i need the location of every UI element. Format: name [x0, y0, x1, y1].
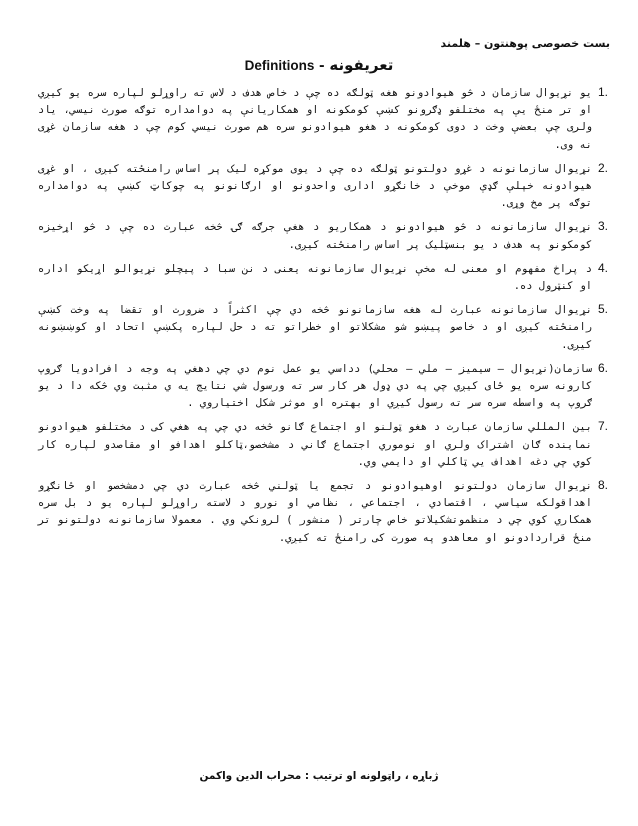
definition-item — [38, 85, 624, 154]
definition-item — [38, 219, 624, 253]
page-title — [0, 56, 638, 74]
title-english: Definitions — [244, 58, 315, 73]
definition-item — [38, 161, 624, 213]
definition-item — [38, 361, 624, 413]
title-dash: - — [314, 58, 330, 74]
definition-number: 7. — [598, 419, 609, 434]
compiler-credit-footer: ژباړه ، راټولونه او ترتیب : محراب الدین واکمن — [199, 770, 439, 782]
definition-text: د پراخ مفهوم او معنی له مخې نړیوال سازمانونه یعنی د نن سبا د پیچلو نړیوالو اړیکو اداره او کنټرول ده. — [38, 262, 592, 293]
definition-item — [38, 419, 624, 471]
definition-item — [38, 302, 624, 354]
title-pashto: تعریفونه — [329, 56, 394, 74]
definition-text: بين المللي سازمان عبارت د هغو ټولنو او اجتماع ګانو څخه دي چي په هغي کی د مختلفو هيوادونو نماينده ګان اشتراک ولري او نوموري اجتماع ګاني د مشخصو،ټاکلو اهدافو او مقاصدو لپاره کار کوي چي دغه اهداف یي ټاکلي او دايمي وي. — [38, 421, 592, 468]
definition-number: 4. — [598, 260, 609, 275]
definition-item — [38, 478, 624, 547]
definition-text: نړیوال سازمانونه عبارت له هغه سازمانونو څخه دي چې اکثراً د ضرورت او تقضا په وخت کښې رامنځته کیږی او د خاصو پیښو شو مشکلاتو او خطراتو ته د حل لپاره پکښې اتحاد او کوښښونه کیږی. — [38, 304, 592, 351]
definition-number: 3. — [598, 219, 609, 234]
definition-number: 8. — [598, 478, 609, 493]
definition-number: 6. — [598, 360, 609, 375]
definition-text: نړیوال سازمانونه د غړو دولتونو ټولګه ده چې د یوی موکړه لیک پر اساس رامنځته کیږی ، او غړی هیوادونه خپلې ګډې موخې د خانګړو اداری واحدونو او ارګانونو په چوکاټ کښې په دوامداره توګه پر مخ وړی. — [38, 162, 592, 210]
definition-number: 2. — [598, 160, 609, 175]
institution-header: بست خصوصی پوهنتون – هلمند — [440, 37, 610, 50]
definition-number: 1. — [598, 85, 609, 99]
definitions-list — [38, 85, 624, 554]
definition-item — [38, 261, 624, 295]
definition-number: 5. — [598, 302, 609, 317]
definition-text: یو نړیوال سازمان د څو هیوادونو هغه ټولګه ده چې د خاص هدف د لاس ته راوړلو لپاره سره یو کیږي او تر منځ یې په مختلفو ډګرونو کښې کومکونه او همکاریانې په دوامداره توګه صورت نیسي، یاد ولری چې بعضې وخت د دوی کومکونه د هغو هیوادونو سره هم صورت نیسي کوم چې د هغه سازمان غړی نه وی. — [38, 87, 592, 151]
definition-text: سازمان(نړیوال – سیمیز – ملي – محلي) دداسي يو عمل نوم دي چي دهغي په وجه د افرادويا ګروپ کارونه سره يو ځای کیږي چي په دي ډول هر کار سر ته ورسول شي نتايج يه ي مثبت وي څکه دا د يو ګروپ په واسطه سره سر ته رسول کيږي او بهتره او موثر شکل اختیاروي . — [38, 362, 592, 410]
definition-text: نړیوال سازمانونه د څو هیوادونو د همکاریو د هغې جرګه ګۍ څخه عبارت ده چې د څو اړخیزه کومکونو په هدف د یو بنسټلیک پر اساس رامنځته کیږی. — [38, 221, 592, 251]
definition-text: نړیوال سازمان دولتونو اوهیوادونو د تجمع یا ټولني څخه عبارت دي چي دمشخصو او ځانګړو اهداقولکه سیاسي ، اقتصادي ، اجتماعي ، نظامي او نورو د لاسته راوړلو لپاره يو د بل سره همکاري کوي چي د منظموتشکيلاتو خاص چارتر ( منشور ) لرونکي وي . معمولا سازمانونه دولتونو تر منځ قراردادونو او معاهدو په صورت کی رامنځ ته کيږي. — [38, 480, 592, 544]
